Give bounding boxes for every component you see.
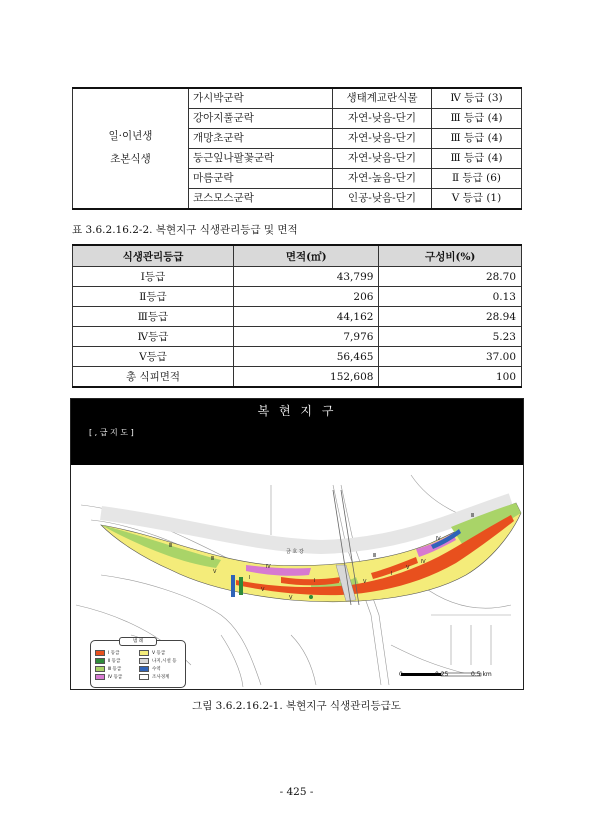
ratio-cell: 28.94 — [379, 307, 522, 327]
grade-mark: Ⅲ — [471, 513, 475, 519]
community-name: 가시박군락 — [189, 88, 333, 109]
ratio-cell: 0.13 — [379, 287, 522, 307]
legend-item — [95, 665, 121, 672]
area-cell: 44,162 — [234, 307, 379, 327]
grade-2-area — [239, 577, 243, 595]
table-row — [73, 347, 522, 367]
grade-cell: Ⅳ등급 — [73, 327, 234, 347]
legend-item — [95, 657, 120, 664]
table-row — [73, 88, 522, 109]
community-grade: Ⅲ 등급 (4) — [432, 149, 522, 169]
table-row — [73, 327, 522, 347]
group-label-line1: 일·이년생 — [108, 130, 153, 143]
community-type: 자연-낮음-단기 — [333, 149, 432, 169]
legend-swatch — [95, 666, 105, 672]
community-name: 강아지풀군락 — [189, 109, 333, 129]
legend-swatch — [139, 674, 149, 680]
legend-item — [139, 657, 177, 664]
grade-cell: Ⅱ등급 — [73, 287, 234, 307]
ratio-cell: 28.70 — [379, 267, 522, 287]
legend-item — [95, 673, 122, 680]
table-row-total — [73, 367, 522, 388]
legend-label: Ⅳ 등급 — [108, 674, 123, 680]
table-row — [73, 267, 522, 287]
river-label: 금 호 강 — [286, 549, 304, 555]
grade-mark: Ⅴ — [363, 579, 367, 585]
management-grade-area-table — [72, 244, 522, 388]
community-name: 둥근잎나팔꽃군락 — [189, 149, 333, 169]
community-name: 코스모스군락 — [189, 189, 333, 210]
map-header — [71, 399, 523, 465]
legend-item — [139, 673, 169, 680]
header-area: 면적(㎡) — [234, 245, 379, 267]
area-cell: 7,976 — [234, 327, 379, 347]
map-title: 복 현 지 구 — [257, 404, 337, 418]
legend-title: 범 례 — [119, 637, 157, 646]
legend-swatch — [139, 666, 149, 672]
legend-label: Ⅴ 등급 — [152, 650, 166, 656]
header-ratio: 구성비(%) — [379, 245, 522, 267]
legend-swatch — [139, 650, 149, 656]
community-grade: Ⅳ 등급 (3) — [432, 88, 522, 109]
community-type: 자연-낮음-단기 — [333, 129, 432, 149]
legend-swatch — [95, 658, 105, 664]
community-name: 마름군락 — [189, 169, 333, 189]
legend-swatch — [95, 650, 105, 656]
legend-swatch — [139, 658, 149, 664]
scale-label-1: 0.25 — [435, 671, 449, 678]
community-name: 개망초군락 — [189, 129, 333, 149]
grade-cell: Ⅴ등급 — [73, 347, 234, 367]
community-grade: Ⅴ 등급 (1) — [432, 189, 522, 210]
grade-mark: Ⅴ — [261, 587, 265, 593]
area-cell: 56,465 — [234, 347, 379, 367]
grade-cell: Ⅰ등급 — [73, 267, 234, 287]
map-subtitle: [ , 급 지 도 ] — [89, 428, 134, 437]
table-caption: 표 3.6.2.16.2-2. 복현지구 식생관리등급 및 면적 — [72, 224, 298, 236]
grade-mark: Ⅰ — [391, 571, 393, 577]
grade-mark: Ⅳ — [436, 536, 441, 542]
legend-label: Ⅰ 등급 — [108, 650, 120, 656]
vegetation-community-table — [72, 87, 522, 210]
grade-mark: Ⅴ — [213, 569, 217, 575]
area-cell: 152,608 — [234, 367, 379, 388]
ratio-cell: 100 — [379, 367, 522, 388]
grade-2-area — [309, 595, 313, 599]
grade-mark: Ⅲ — [211, 556, 215, 562]
legend-item — [95, 649, 119, 656]
water-area — [231, 575, 235, 597]
grade-cell: Ⅲ등급 — [73, 307, 234, 327]
legend-label: 조사경계 — [152, 674, 170, 680]
grade-mark: Ⅳ — [421, 559, 426, 565]
grade-mark: Ⅴ — [289, 595, 293, 601]
community-type: 자연-높음-단기 — [333, 169, 432, 189]
community-type: 생태계교란식물 — [333, 88, 432, 109]
grade-mark: Ⅲ — [169, 543, 173, 549]
table-header-row — [73, 245, 522, 267]
table-row — [73, 287, 522, 307]
grade-mark: Ⅳ — [266, 564, 271, 570]
legend-label: 나지,시설 등 — [152, 658, 177, 664]
community-type: 자연-낮음-단기 — [333, 109, 432, 129]
map-legend — [90, 640, 186, 688]
community-group-cell — [73, 88, 189, 209]
scale-label-0: 0 — [399, 671, 403, 678]
grade-cell: 총 식피면적 — [73, 367, 234, 388]
legend-label: Ⅱ 등급 — [108, 658, 121, 664]
figure-caption: 그림 3.6.2.16.2-1. 복현지구 식생관리등급도 — [192, 700, 401, 712]
grade-mark: Ⅰ — [314, 578, 316, 584]
area-cell: 206 — [234, 287, 379, 307]
community-grade: Ⅲ 등급 (4) — [432, 109, 522, 129]
grade-mark: Ⅲ — [373, 553, 377, 559]
legend-swatch — [95, 674, 105, 680]
group-label-line2: 초본식생 — [110, 153, 151, 166]
community-grade: Ⅲ 등급 (4) — [432, 129, 522, 149]
legend-item — [139, 649, 165, 656]
community-type: 인공-낮음-단기 — [333, 189, 432, 210]
legend-label: Ⅲ 등급 — [108, 666, 122, 672]
table-row — [73, 307, 522, 327]
legend-label: 수역 — [152, 666, 161, 672]
grade-mark: Ⅰ — [249, 575, 251, 581]
ratio-cell: 37.00 — [379, 347, 522, 367]
ratio-cell: 5.23 — [379, 327, 522, 347]
area-cell: 43,799 — [234, 267, 379, 287]
scale-label-2: 0.5 km — [471, 671, 492, 678]
legend-item — [139, 665, 161, 672]
grade-mark: Ⅴ — [406, 565, 410, 571]
community-grade: Ⅱ 등급 (6) — [432, 169, 522, 189]
header-grade: 식생관리등급 — [73, 245, 234, 267]
page-number: - 425 - — [279, 786, 314, 798]
